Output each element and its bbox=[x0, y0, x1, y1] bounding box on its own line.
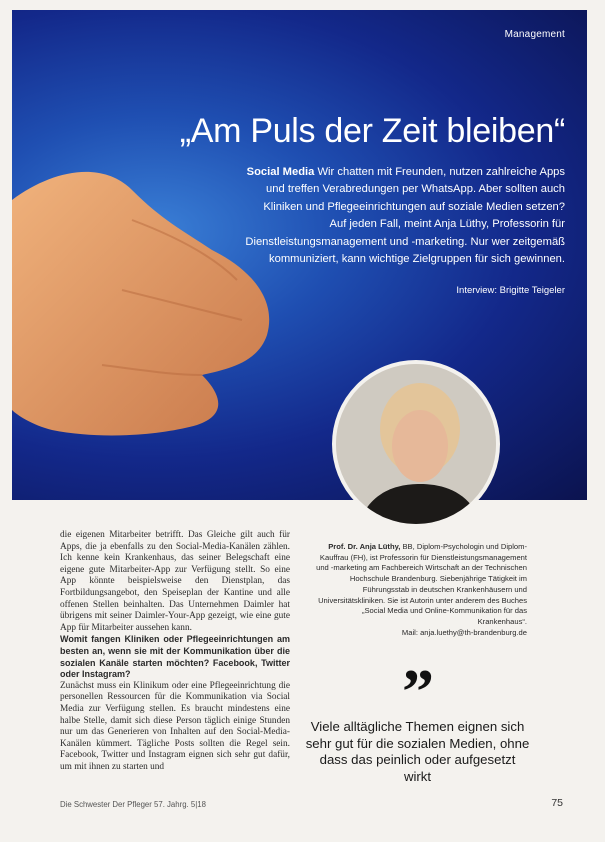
pull-quote: Viele alltägliche Themen eignen sich sehr gut für die sozialen Medien, ohne dass das peinlich oder aufgesetzt wirkt bbox=[305, 719, 530, 784]
bio-name: Prof. Dr. Anja Lüthy, bbox=[328, 542, 401, 551]
bio-email: Mail: anja.luethy@th-brandenburg.de bbox=[401, 627, 527, 637]
bio-text: BB, Diplom-Psychologin und Diplom-Kauffrau (FH), ist Professorin für Dienstleistungsmanagement und -marketing am Fachbereich Wirtschaft an der Technischen Hochschule Brandenburg. Siebenjährige Tätigkeit im Führungsstab in deutschen Krankenhäusern und Universitätskliniken. Sie ist Autorin unter anderem des Buches „Social Media und Online-Kommunikation für das Krankenhaus“. bbox=[316, 542, 527, 626]
hero-image bbox=[12, 10, 587, 500]
body-paragraph: Zunächst muss ein Klinikum oder eine Pflegeeinrichtung die personellen Ressourcen für die Kommunikation via Social Media zur Verfügung stellen. Es braucht mindestens eine halbe Stelle, damit sich diese Person täglich einige Stunden nur um das Generieren von Inhalten auf den Social-Media-Kanälen kümmert. Tägliche Posts sollten die Regel sein. Facebook, Twitter und Instagram eignen sich sehr gut dafür, um mit ihnen zu starten und bbox=[60, 680, 290, 772]
quote-mark: ” bbox=[402, 656, 434, 727]
author-bio bbox=[312, 542, 527, 638]
article-body bbox=[60, 530, 290, 773]
body-paragraph: die eigenen Mitarbeiter betrifft. Das Gleiche gilt auch für Apps, die ja ebenfalls zu den Social-Media-Kanälen zählen. Ich kenne kein Krankenhaus, das seiner Belegschaft eine eigene gute Mitarbeiter-App zur Verfügung stellt. So eine App könnte beispielsweise den Dienstplan, das Fortbildungsangebot, den Speiseplan der Kantine und alle offenen Stellen beinhalten. Das Unternehmen Daimler hat übrigens mit seiner Daimler-Your-App gezeigt, wie eine gute App für Mitarbeiter aussehen kann. bbox=[60, 530, 290, 633]
footer-publication: Die Schwester Der Pfleger 57. Jahrg. 5|18 bbox=[60, 800, 206, 809]
author-portrait bbox=[332, 360, 500, 528]
lead-paragraph bbox=[245, 164, 565, 268]
section-label: Management bbox=[504, 29, 565, 40]
lead-label: Social Media bbox=[246, 166, 315, 178]
interview-question: Womit fangen Kliniken oder Pflegeeinrichtungen am besten an, wenn sie mit der Kommunikation über die sozialen Kanäle starten möchten? Facebook, Twitter oder Instagram? bbox=[60, 634, 290, 680]
headline: „Am Puls der Zeit bleiben“ bbox=[179, 112, 565, 150]
page-number: 75 bbox=[551, 797, 563, 809]
lead-text: Wir chatten mit Freunden, nutzen zahlreiche Apps und treffen Verabredungen per WhatsApp. Aber sollten auch Kliniken und Pflegeeinrichtungen auf soziale Medien setzen? Auf jeden Fall, meint Anja Lüthy, Professorin für Dienstleistungsmanagement und -marketing. Nur wer zeitgemäß kommuniziert, kann wichtige Zielgruppen für sich gewinnen. bbox=[245, 166, 565, 266]
byline: Interview: Brigitte Teigeler bbox=[456, 285, 565, 296]
